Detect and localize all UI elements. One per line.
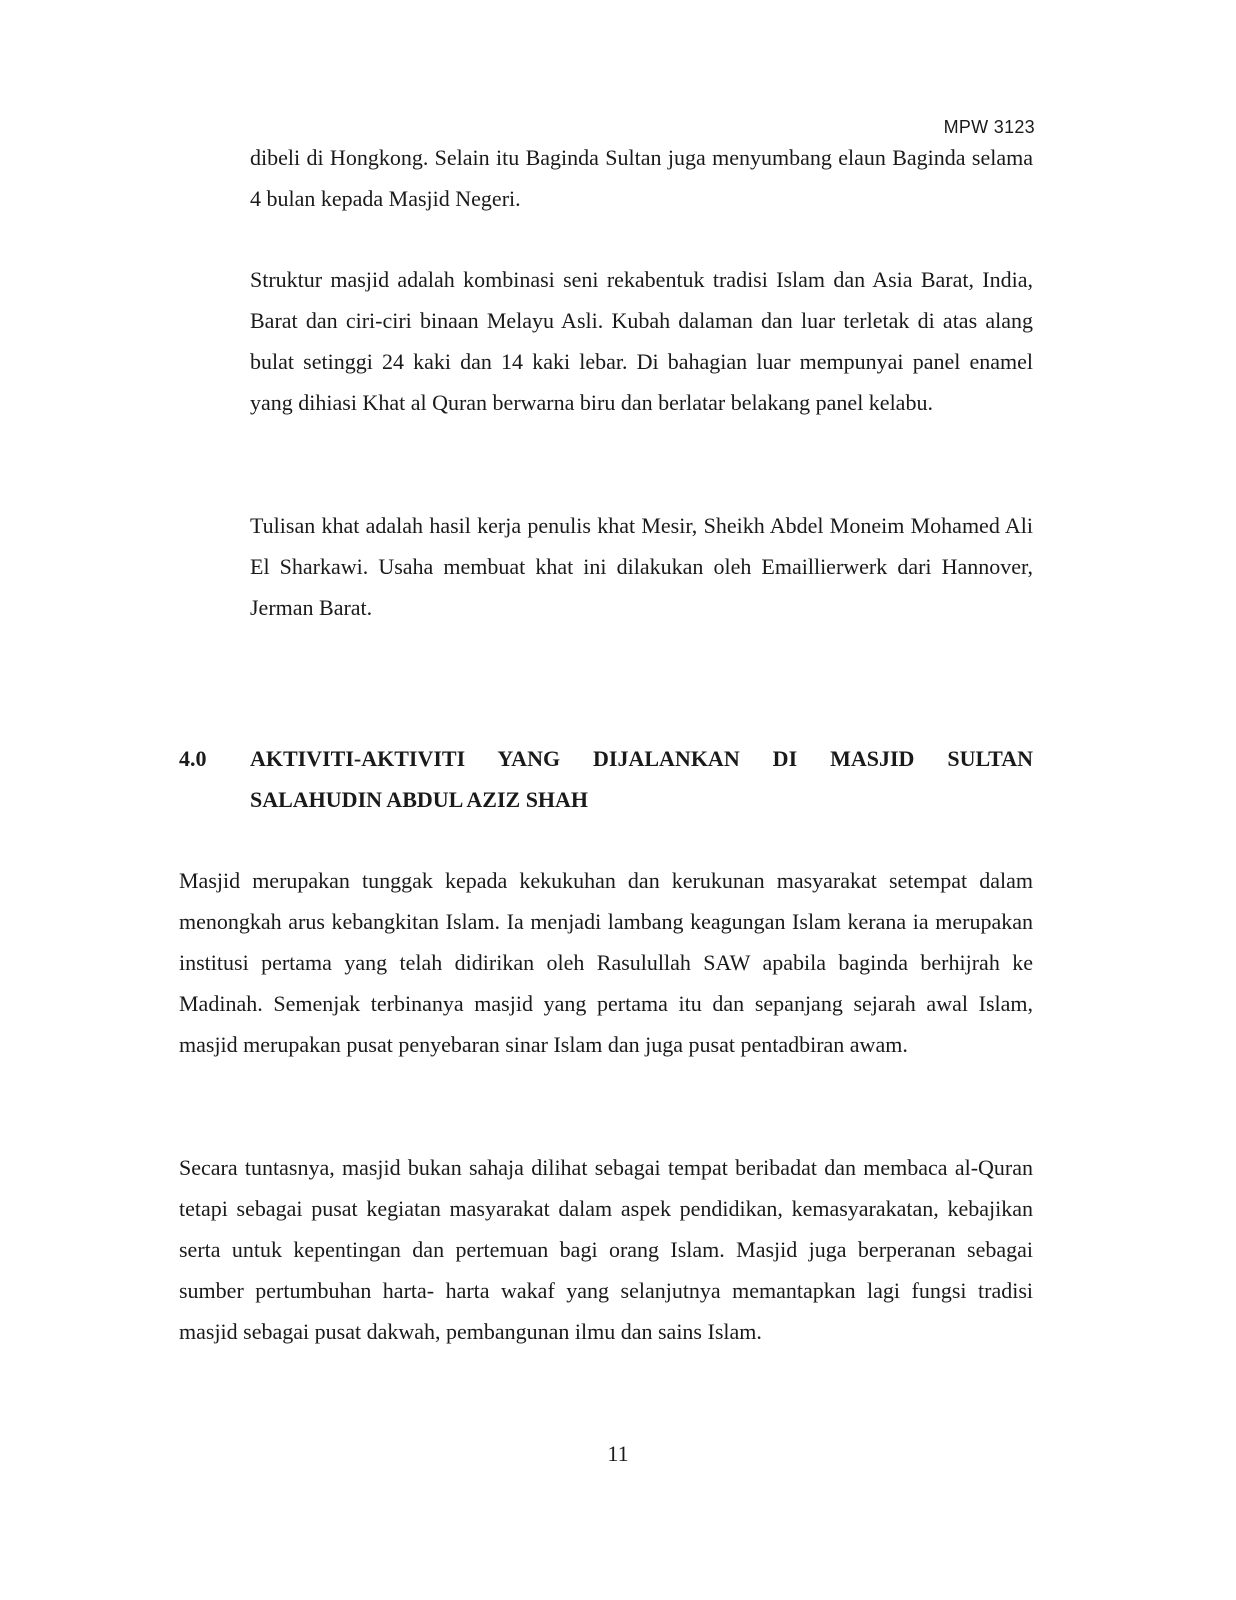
paragraph-donation: dibeli di Hongkong. Selain itu Baginda Sultan juga menyumbang elaun Baginda selama 4 bulan kepada Masjid Negeri. [250, 145, 1033, 211]
course-code-header: MPW 3123 [943, 117, 1035, 137]
section-number: 4.0 [179, 746, 207, 771]
paragraph-conclusion: Secara tuntasnya, masjid bukan sahaja dilihat sebagai tempat beribadat dan membaca al-Quran tetapi sebagai pusat kegiatan masyarakat dalam aspek pendidikan, kemasyarakatan, kebajikan serta untuk kepentingan dan pertemuan bagi orang Islam. Masjid juga berperanan sebagai sumber pertumbuhan harta- harta wakaf yang selanjutnya memantapkan lagi fungsi tradisi masjid sebagai pusat dakwah, pembangunan ilmu dan sains Islam. [179, 1155, 1033, 1344]
paragraph-structure: Struktur masjid adalah kombinasi seni rekabentuk tradisi Islam dan Asia Barat, India, Barat dan ciri-ciri binaan Melayu Asli. Kubah dalaman dan luar terletak di atas alang bulat setinggi 24 kaki dan 14 kaki lebar. Di bahagian luar mempunyai panel enamel yang dihiasi Khat al Quran berwarna biru dan berlatar belakang panel kelabu. [250, 267, 1033, 415]
paragraph-mosque-role: Masjid merupakan tunggak kepada kekukuhan dan kerukunan masyarakat setempat dalam menongkah arus kebangkitan Islam. Ia menjadi lambang keagungan Islam kerana ia merupakan institusi pertama yang telah didirikan oleh Rasulullah SAW apabila baginda berhijrah ke Madinah. Semenjak terbinanya masjid yang pertama itu dan sepanjang sejarah awal Islam, masjid merupakan pusat penyebaran sinar Islam dan juga pusat pentadbiran awam. [179, 868, 1033, 1057]
page-number: 11 [607, 1441, 629, 1466]
section-title: AKTIVITI-AKTIVITI YANG DIJALANKAN DI MASJID SULTAN SALAHUDIN ABDUL AZIZ SHAH [250, 746, 1033, 812]
paragraph-calligraphy: Tulisan khat adalah hasil kerja penulis khat Mesir, Sheikh Abdel Moneim Mohamed Ali El Sharkawi. Usaha membuat khat ini dilakukan oleh Emaillierwerk dari Hannover, Jerman Barat. [250, 513, 1033, 620]
